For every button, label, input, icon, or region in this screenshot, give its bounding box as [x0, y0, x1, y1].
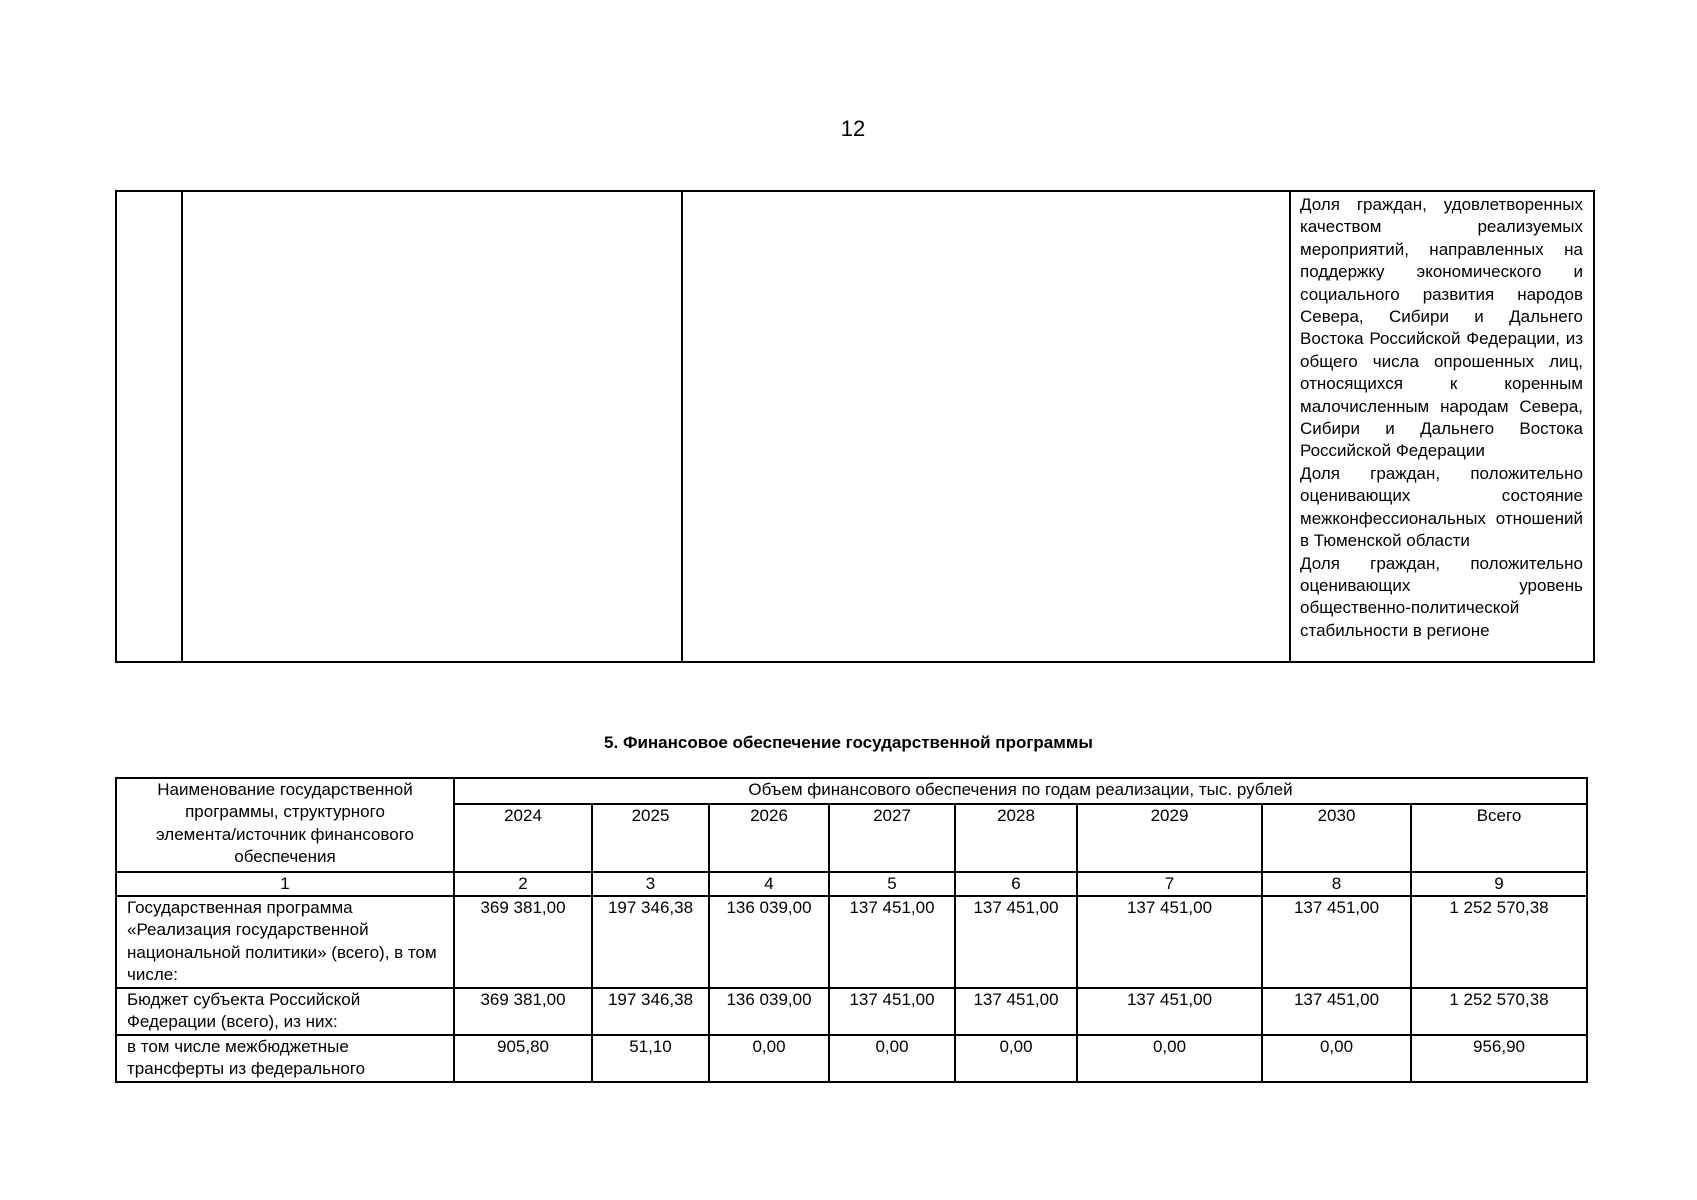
column-index: 8	[1262, 872, 1411, 896]
column-index: 3	[592, 872, 709, 896]
total-header: Всего	[1411, 804, 1587, 872]
empty-cell	[116, 191, 182, 662]
value-cell: 137 451,00	[955, 896, 1077, 988]
indicators-cell	[1290, 191, 1594, 662]
column-index: 9	[1411, 872, 1587, 896]
value-cell: 0,00	[829, 1035, 955, 1082]
table-row	[116, 896, 1587, 988]
empty-cell	[182, 191, 682, 662]
column-index: 5	[829, 872, 955, 896]
value-cell: 0,00	[1262, 1035, 1411, 1082]
value-cell: 137 451,00	[829, 988, 955, 1035]
indicator-text: Доля граждан, положительно оценивающих уровень общественно-политической стабильности в регионе	[1300, 553, 1583, 640]
indicator-text: Доля граждан, положительно оценивающих состояние межконфессиональных отношений в Тюменской области	[1300, 463, 1583, 551]
year-header: 2026	[709, 804, 829, 872]
indicator-text: Доля граждан, удовлетворенных качеством реализуемых мероприятий, направленных на поддержку экономического и социального развития народов Севера, Сибири и Дальнего Востока Российской Федерации, из общего числа опрошенных лиц, относящихся к коренным малочисленным народам Севера, Сибири и Дальнего Востока Российской Федерации	[1300, 195, 1583, 461]
year-header: 2029	[1077, 804, 1262, 872]
value-cell: 136 039,00	[709, 896, 829, 988]
table-row	[116, 988, 1587, 1035]
value-cell: 137 451,00	[829, 896, 955, 988]
column-index: 4	[709, 872, 829, 896]
year-header: 2025	[592, 804, 709, 872]
value-cell: 905,80	[454, 1035, 592, 1082]
column-index: 1	[116, 872, 454, 896]
group-header: Объем финансового обеспечения по годам реализации, тыс. рублей	[454, 778, 1587, 804]
column-index: 6	[955, 872, 1077, 896]
value-cell: 0,00	[709, 1035, 829, 1082]
total-cell: 1 252 570,38	[1411, 896, 1587, 988]
value-cell: 51,10	[592, 1035, 709, 1082]
year-header: 2027	[829, 804, 955, 872]
row-name: Бюджет субъекта Российской Федерации (всего), из них:	[116, 988, 454, 1035]
page-number: 12	[840, 116, 866, 141]
column-index: 2	[454, 872, 592, 896]
value-cell: 197 346,38	[592, 988, 709, 1035]
value-cell: 137 451,00	[1077, 896, 1262, 988]
section-title: 5. Финансовое обеспечение государственной программы	[604, 733, 1093, 752]
table-row	[116, 1035, 1587, 1082]
value-cell: 369 381,00	[454, 988, 592, 1035]
year-header: 2030	[1262, 804, 1411, 872]
value-cell: 0,00	[955, 1035, 1077, 1082]
year-header: 2028	[955, 804, 1077, 872]
column-index: 7	[1077, 872, 1262, 896]
indicators-continuation-table	[115, 190, 1595, 663]
total-cell: 1 252 570,38	[1411, 988, 1587, 1035]
value-cell: 0,00	[1077, 1035, 1262, 1082]
value-cell: 136 039,00	[709, 988, 829, 1035]
value-cell: 137 451,00	[1262, 988, 1411, 1035]
total-cell: 956,90	[1411, 1035, 1587, 1082]
row-name: Государственная программа «Реализация государственной национальной политики» (всего), в том числе:	[116, 896, 454, 988]
name-column-header: Наименование государственной программы, структурного элемента/источник финансового обеспечения	[116, 778, 454, 872]
empty-cell	[682, 191, 1290, 662]
finance-table	[115, 777, 1588, 1083]
value-cell: 137 451,00	[1077, 988, 1262, 1035]
row-name: в том числе межбюджетные трансферты из федерального	[116, 1035, 454, 1082]
value-cell: 369 381,00	[454, 896, 592, 988]
value-cell: 137 451,00	[1262, 896, 1411, 988]
year-header: 2024	[454, 804, 592, 872]
value-cell: 197 346,38	[592, 896, 709, 988]
column-index-row	[116, 872, 1587, 896]
header-row	[116, 778, 1587, 804]
value-cell: 137 451,00	[955, 988, 1077, 1035]
table-row	[116, 191, 1594, 662]
